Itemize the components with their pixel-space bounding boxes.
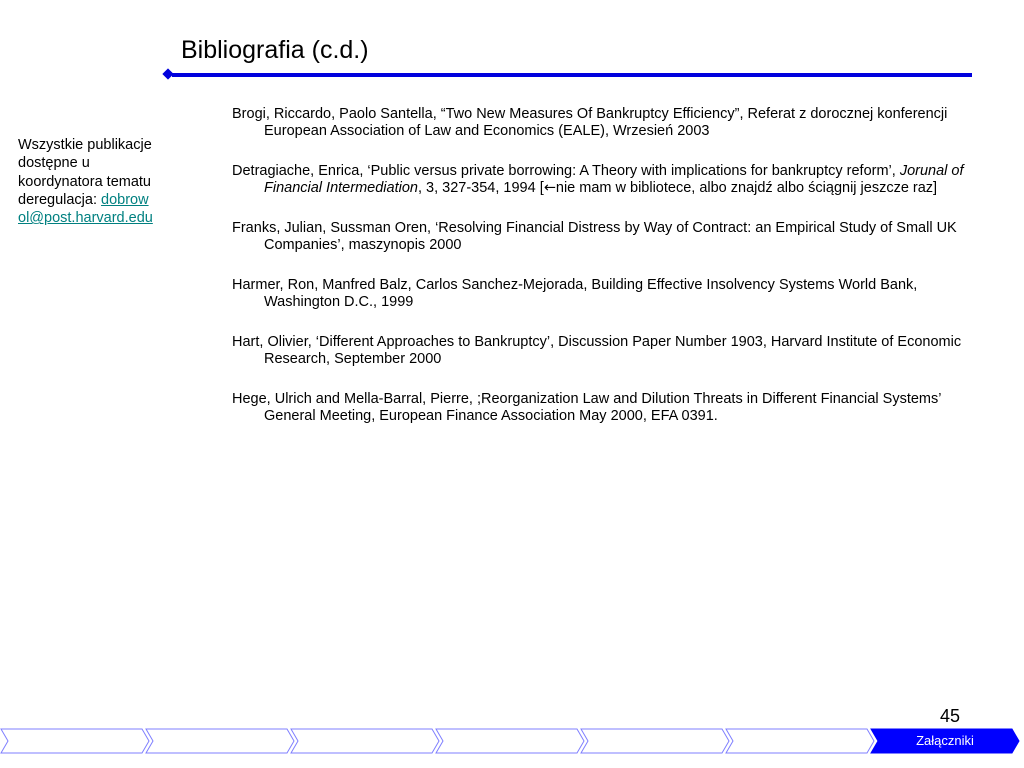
sidenote-text: Wszystkie publikacje dostępne u koordynatora tematu deregulacja: bbox=[18, 137, 152, 208]
reference-text-after: , 3, 327-354, 1994 [ bbox=[417, 179, 544, 196]
reference-item bbox=[232, 277, 972, 310]
nav-tab-label bbox=[290, 728, 440, 754]
reference-text: Brogi, Riccardo, Paolo Santella, “Two New Measures Of Bankruptcy Efficiency”, Referat z dorocznej konferencji European Association of Law and Economics (EALE), Wrzesień 2003 bbox=[232, 106, 948, 139]
nav-tab-label bbox=[435, 728, 585, 754]
sidenote bbox=[18, 136, 156, 227]
nav-tab-3[interactable] bbox=[290, 728, 440, 754]
left-arrow-icon: ← bbox=[543, 179, 556, 196]
reference-text: Hart, Olivier, ‘Different Approaches to Bankruptcy’, Discussion Paper Number 1903, Harvard Institute of Economic Research, September 2000 bbox=[232, 334, 962, 367]
reference-item bbox=[232, 334, 972, 367]
nav-tab-4[interactable] bbox=[435, 728, 585, 754]
nav-tab-zalaczniki[interactable] bbox=[870, 728, 1020, 754]
nav-tab-1[interactable] bbox=[0, 728, 150, 754]
nav-tab-label: Załączniki bbox=[916, 733, 974, 748]
reference-item bbox=[232, 163, 972, 196]
slide-title: Bibliografia (c.d.) bbox=[181, 36, 369, 64]
nav-tab-label bbox=[0, 728, 150, 754]
reference-item bbox=[232, 220, 972, 253]
reference-text: Harmer, Ron, Manfred Balz, Carlos Sanchez-Mejorada, Building Effective Insolvency Systems World Bank, Washington D.C., 1999 bbox=[232, 277, 918, 310]
reference-text: Detragiache, Enrica, ‘Public versus private borrowing: A Theory with implications for bankruptcy reform’, bbox=[232, 163, 900, 179]
nav-tab-2[interactable] bbox=[145, 728, 295, 754]
reference-item bbox=[232, 391, 972, 424]
nav-tab-label bbox=[145, 728, 295, 754]
reference-note: nie mam w bibliotece, albo znajdź albo ściągnij jeszcze raz] bbox=[555, 179, 938, 196]
reference-list bbox=[232, 106, 972, 448]
reference-item bbox=[232, 106, 972, 139]
nav-tab-label bbox=[725, 728, 875, 754]
title-underline bbox=[172, 73, 972, 77]
email-link[interactable]: dobrowol@post.harvard.edu bbox=[18, 191, 153, 227]
journal-title: Jorunal of Financial Intermediation bbox=[264, 163, 964, 196]
reference-text: Franks, Julian, Sussman Oren, ‘Resolving Financial Distress by Way of Contract: an Empirical Study of Small UK Companies’, maszynopis 2000 bbox=[232, 220, 957, 253]
navigation-bar bbox=[0, 728, 1024, 754]
nav-tab-6[interactable] bbox=[725, 728, 875, 754]
nav-tab-label bbox=[580, 728, 730, 754]
nav-tab-5[interactable] bbox=[580, 728, 730, 754]
reference-text: Hege, Ulrich and Mella-Barral, Pierre, ;Reorganization Law and Dilution Threats in Different Financial Systems’ General Meeting, European Finance Association May 2000, EFA 0391. bbox=[232, 391, 941, 424]
page-number: 45 bbox=[940, 706, 961, 726]
